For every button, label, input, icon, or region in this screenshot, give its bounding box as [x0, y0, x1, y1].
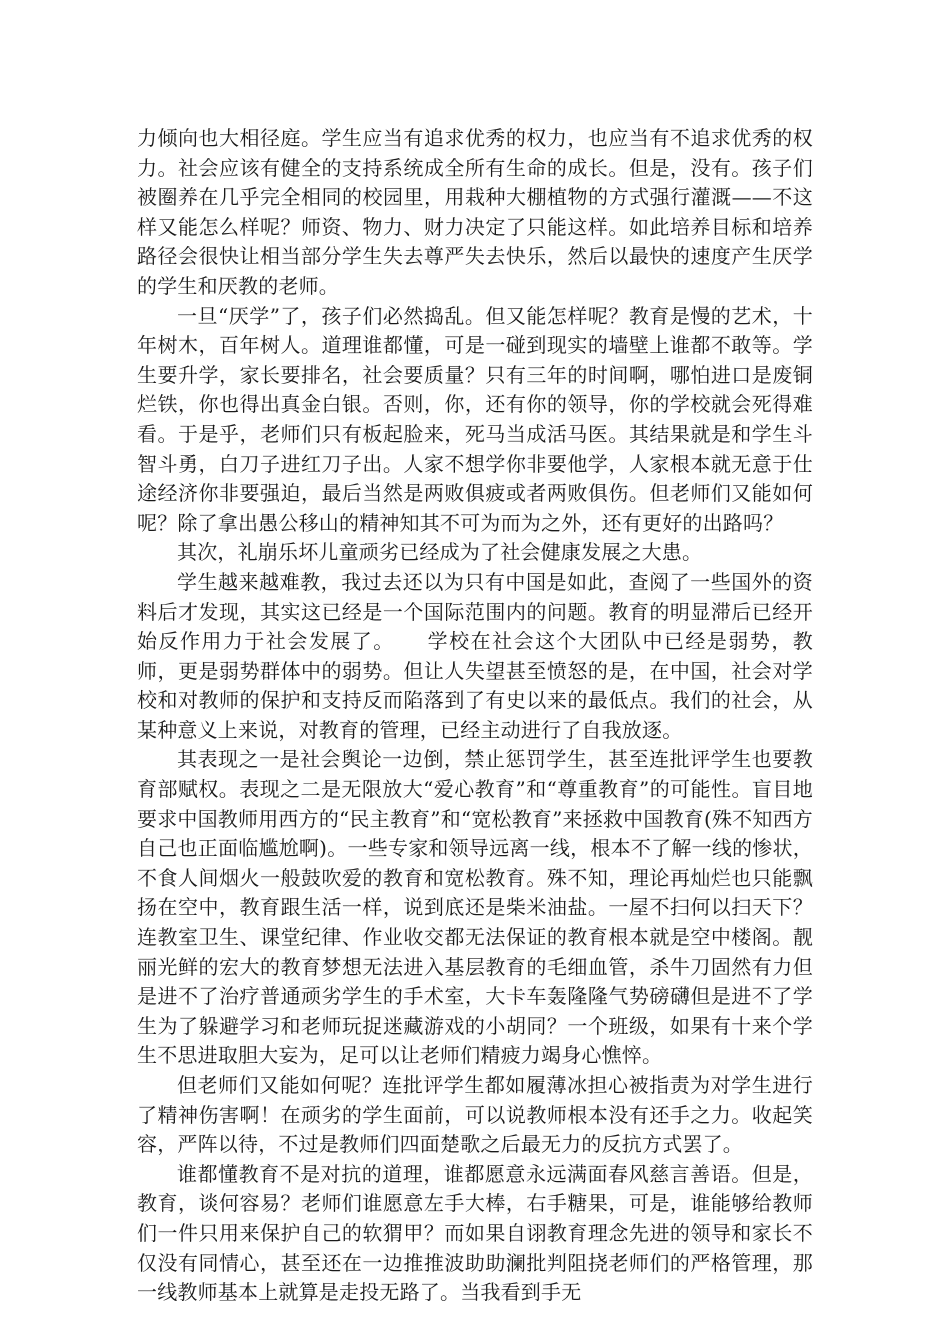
paragraph-1: 力倾向也大相径庭。学生应当有追求优秀的权力，也应当有不追求优秀的权力。社会应该有健全的支持系统成全所有生命的成长。但是，没有。孩子们被圈养在几乎完全相同的校园里，用栽种大棚植物的方式强行灌溉——不这样又能怎么样呢？师资、物力、财力决定了只能这样。如此培养目标和培养路径会很快让相当部分学生失去尊严失去快乐，然后以最快的速度产生厌学的学生和厌教的老师。: [137, 126, 813, 298]
paragraph-4: 学生越来越难教，我过去还以为只有中国是如此，查阅了一些国外的资料后才发现，其实这已经是一个国际范围内的问题。教育的明显滞后已经开始反作用力于社会发展了。 学校在社会这个大团队中已经是弱势，教师，更是弱势群体中的弱势。但让人失望甚至愤怒的是，在中国，社会对学校和对教师的保护和支持反而陷落到了有史以来的最低点。我们的社会，从某种意义上来说，对教育的管理，已经主动进行了自我放逐。: [137, 569, 813, 742]
paragraph-3: 其次，礼崩乐坏儿童顽劣已经成为了社会健康发展之大患。: [177, 540, 703, 565]
paragraph-6: 但老师们又能如何呢？连批评学生都如履薄冰担心被指责为对学生进行了精神伤害啊！在顽劣的学生面前，可以说教师根本没有还手之力。收起笑容，严阵以待，不过是教师们四面楚歌之后最无力的反抗方式罢了。: [137, 1073, 813, 1157]
paragraph-5: 其表现之一是社会舆论一边倒，禁止惩罚学生，甚至连批评学生也要教育部赋权。表现之二是无限放大“爱心教育”和“尊重教育”的可能性。盲目地要求中国教师用西方的“民主教育”和“宽松教育”来拯救中国教育(殊不知西方自己也正面临尴尬啊)。一些专家和领导远离一线，根本不了解一线的惨状，不食人间烟火一般鼓吹爱的教育和宽松教育。殊不知，理论再灿烂也只能飘扬在空中，教育跟生活一样，说到底还是柴米油盐。一屋不扫何以扫天下？连教室卫生、课堂纪律、作业收交都无法保证的教育根本就是空中楼阁。靓丽光鲜的宏大的教育梦想无法进入基层教育的毛细血管，杀牛刀固然有力但是进不了治疗普通顽劣学生的手术室，大卡车轰隆隆气势磅礴但是进不了学生为了躲避学习和老师玩捉迷藏游戏的小胡同？一个班级，如果有十来个学生不思进取胆大妄为，足可以让老师们精疲力竭身心憔悴。: [137, 747, 813, 1068]
paragraph-7: 谁都懂教育不是对抗的道理，谁都愿意永远满面春风慈言善语。但是，教育，谈何容易？老师们谁愿意左手大棒，右手糖果，可是，谁能够给教师们一件只用来保护自己的软猬甲？而如果自诩教育理念先进的领导和家长不仅没有同情心，甚至还在一边推推波助助澜批判阻挠老师们的严格管理，那一线教师基本上就算是走投无路了。当我看到手无: [137, 1161, 813, 1305]
paragraph-2: 一旦“厌学”了，孩子们必然捣乱。但又能怎样呢？教育是慢的艺术，十年树木，百年树人。道理谁都懂，可是一碰到现实的墙壁上谁都不敢等。学生要升学，家长要排名，社会要质量？只有三年的时间啊，哪怕进口是废铜烂铁，你也得出真金白银。否则，你，还有你的领导，你的学校就会死得难看。于是乎，老师们只有板起脸来，死马当成活马医。其结果就是和学生斗智斗勇，白刀子进红刀子出。人家不想学你非要他学，人家根本就无意于仕途经济你非要强迫，最后当然是两败俱疲或者两败俱伤。但老师们又能如何呢？除了拿出愚公移山的精神知其不可为而为之外，还有更好的出路吗？: [137, 303, 813, 535]
document-body: [137, 124, 813, 1308]
